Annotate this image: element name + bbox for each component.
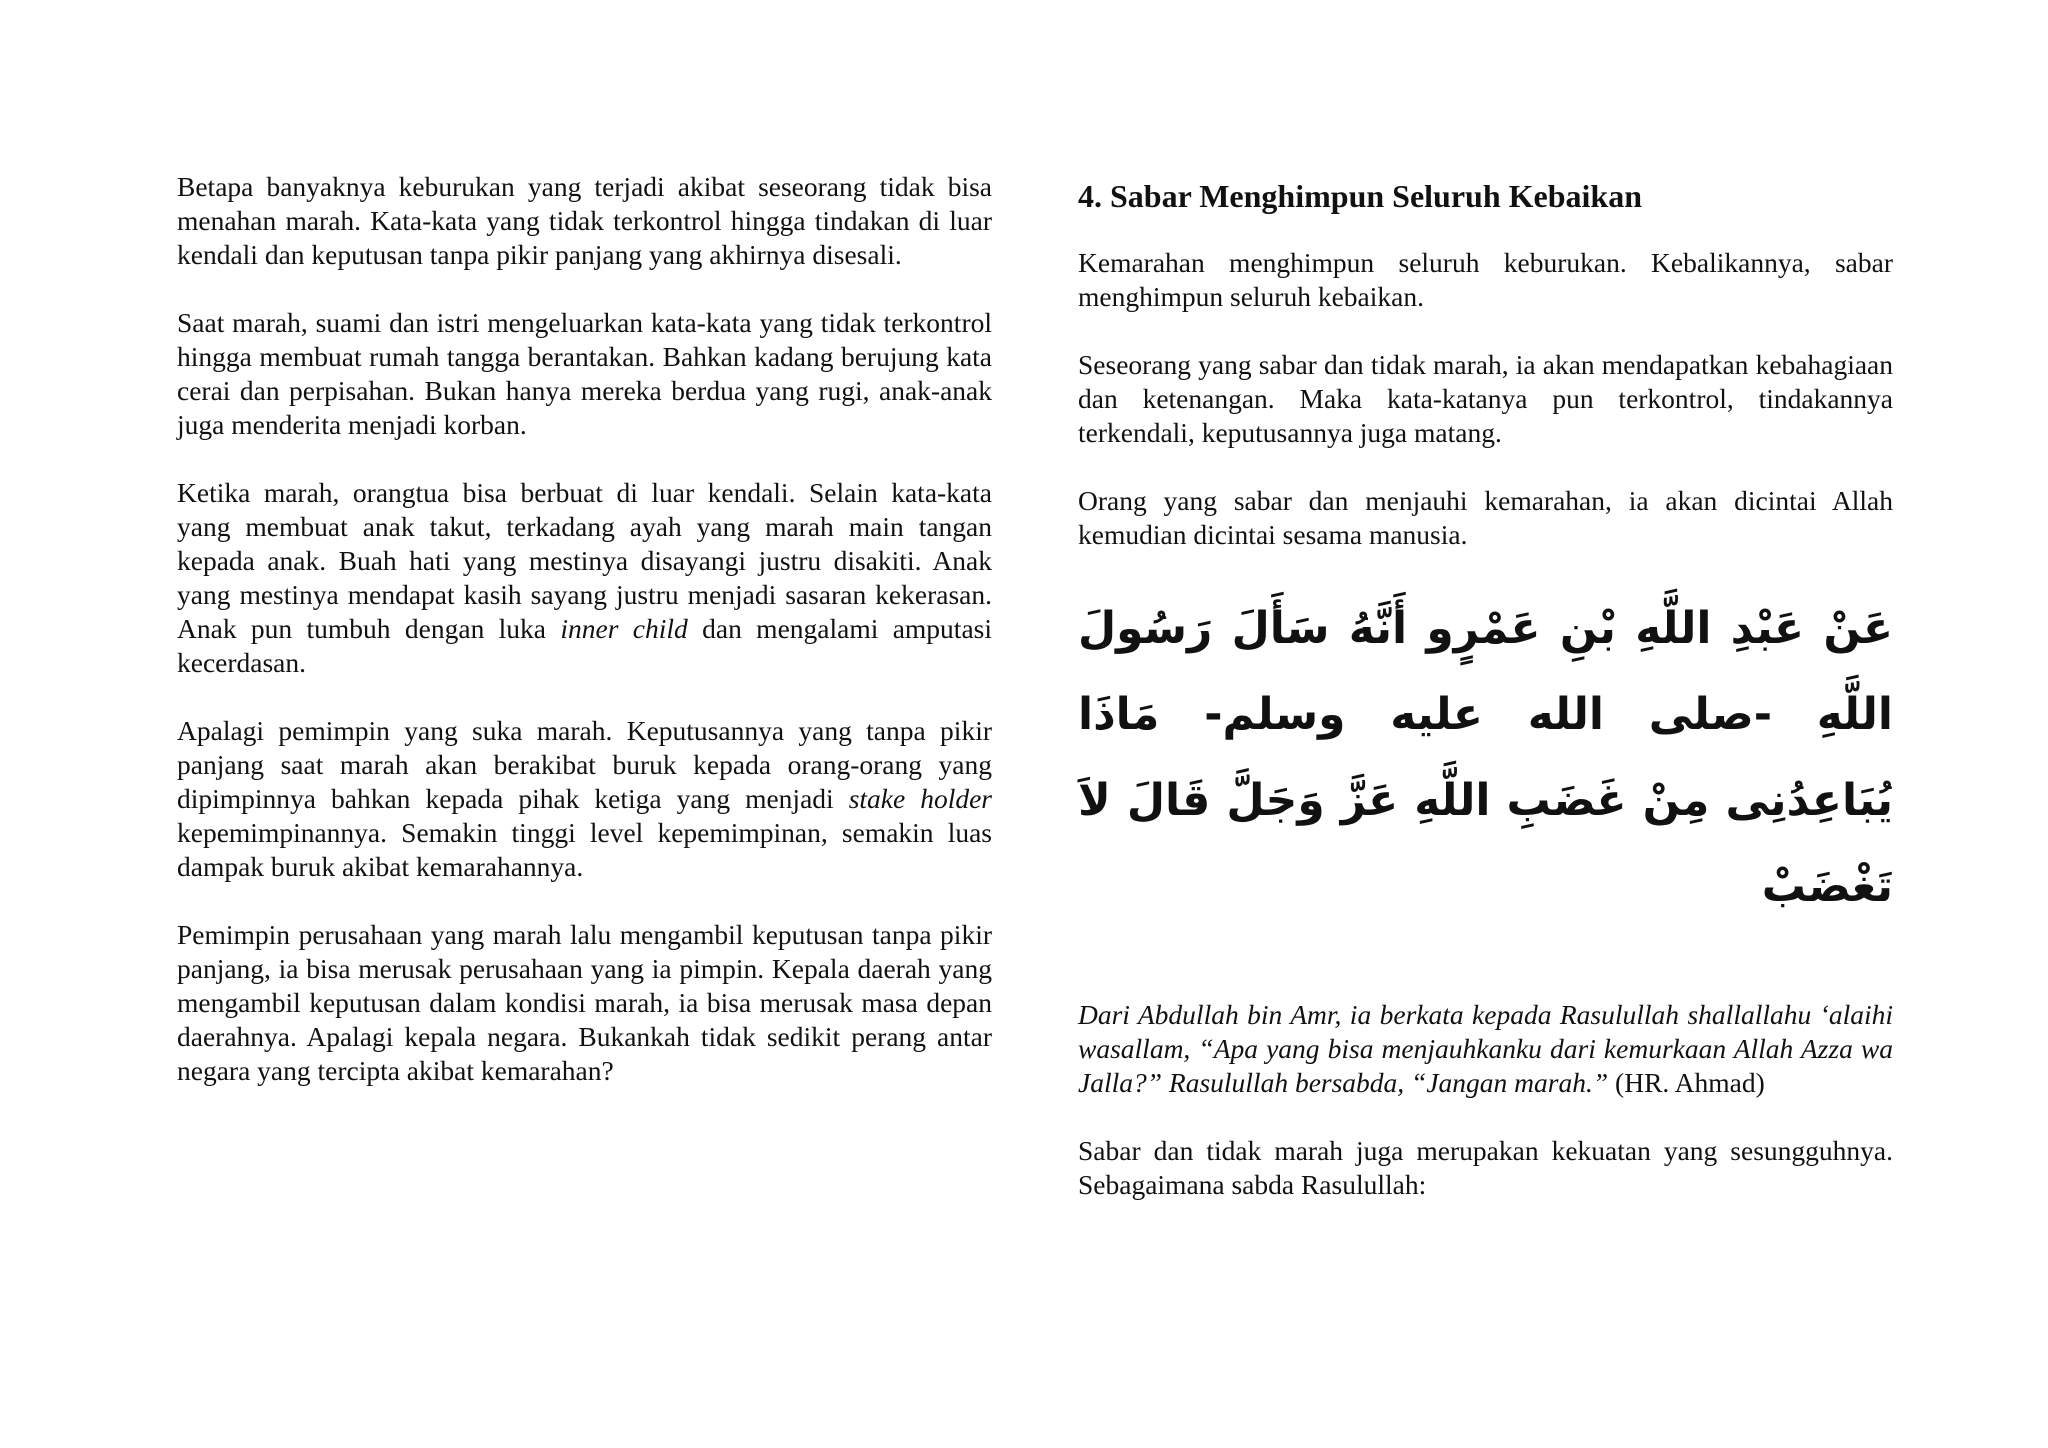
section-heading: 4. Sabar Menghimpun Seluruh Kebaikan xyxy=(1078,178,1643,214)
left-column xyxy=(177,170,992,1122)
paragraph-seseorang-sabar: Seseorang yang sabar dan tidak marah, ia akan mendapatkan kebahagiaan dan ketenangan. Maka kata-katanya pun terkontrol, tindakannya terkendali, keputusannya juga matang. xyxy=(1078,349,1893,448)
paragraph-text: kepemimpinannya. Semakin tinggi level kepemimpinan, semakin luas dampak buruk akibat kemarahannya. xyxy=(177,817,992,882)
translation-text: Dari Abdullah bin Amr, ia berkata kepada Rasulullah shallallahu ‘alaihi wasallam, “Apa yang bisa menjauhkanku dari kemurkaan Allah Azza wa Jalla?” Rasulullah bersabda, “Jangan marah.” xyxy=(1078,999,1893,1098)
right-column xyxy=(1078,170,1893,1236)
paragraph-text: dan mengalami amputasi kecerdasan. xyxy=(177,613,992,678)
paragraph-dicintai-allah: Orang yang sabar dan menjauhi kemarahan, ia akan dicintai Allah kemudian dicintai sesama manusia. xyxy=(1078,485,1893,550)
paragraph-perusahaan: Pemimpin perusahaan yang marah lalu mengambil keputusan tanpa pikir panjang, ia bisa merusak perusahaan yang ia pimpin. Kepala daerah yang mengambil keputusan dalam kondisi marah, ia bisa merusak masa depan daerahnya. Apalagi kepala negara. Bukankah tidak sedikit perang antar negara yang tercipta akibat kemarahan? xyxy=(177,919,992,1086)
arabic-hadith: عَنْ عَبْدِ اللَّهِ بْنِ عَمْرٍو أَنَّهُ سَأَلَ رَسُولَ اللَّهِ -صلى الله عليه وسلم- مَاذَا يُبَاعِدُنِى مِنْ غَضَبِ اللَّهِ عَزَّ وَجَلَّ قَالَ لاَ تَغْضَبْ xyxy=(1078,603,1893,912)
paragraph-suami-istri: Saat marah, suami dan istri mengeluarkan kata-kata yang tidak terkontrol hingga membuat rumah tangga berantakan. Bahkan kadang berujung kata cerai dan perpisahan. Bukan hanya mereka berdua yang rugi, anak-anak juga menderita menjadi korban. xyxy=(177,307,992,440)
paragraph-akibat-marah: Betapa banyaknya keburukan yang terjadi akibat seseorang tidak bisa menahan marah. Kata-kata yang tidak terkontrol hingga tindakan di luar kendali dan keputusan tanpa pikir panjang yang akhirnya disesali. xyxy=(177,171,992,270)
hadith-reference: (HR. Ahmad) xyxy=(1608,1067,1765,1098)
paragraph-pemimpin xyxy=(177,714,992,884)
paragraph-kemarahan: Kemarahan menghimpun seluruh keburukan. Kebalikannya, sabar menghimpun seluruh kebaikan. xyxy=(1078,247,1893,312)
paragraph-text: Apalagi pemimpin yang suka marah. Keputusannya yang tanpa pikir panjang saat marah akan berakibat buruk kepada orang-orang yang dipimpinnya bahkan kepada pihak ketiga yang menjadi xyxy=(177,715,992,814)
hadith-translation xyxy=(1078,998,1893,1100)
paragraph-text: Ketika marah, orangtua bisa berbuat di luar kendali. Selain kata-kata yang membuat anak takut, terkadang ayah yang marah main tangan kepada anak. Buah hati yang mestinya disayangi justru disakiti. Anak yang mestinya mendapat kasih sayang justru menjadi sasaran kekerasan. Anak pun tumbuh dengan luka xyxy=(177,477,992,644)
italic-term: stake holder xyxy=(848,783,992,814)
paragraph-orangtua xyxy=(177,476,992,680)
italic-term: inner child xyxy=(560,613,688,644)
paragraph-kekuatan: Sabar dan tidak marah juga merupakan kekuatan yang sesungguhnya. Sebagaimana sabda Rasulullah: xyxy=(1078,1135,1893,1200)
